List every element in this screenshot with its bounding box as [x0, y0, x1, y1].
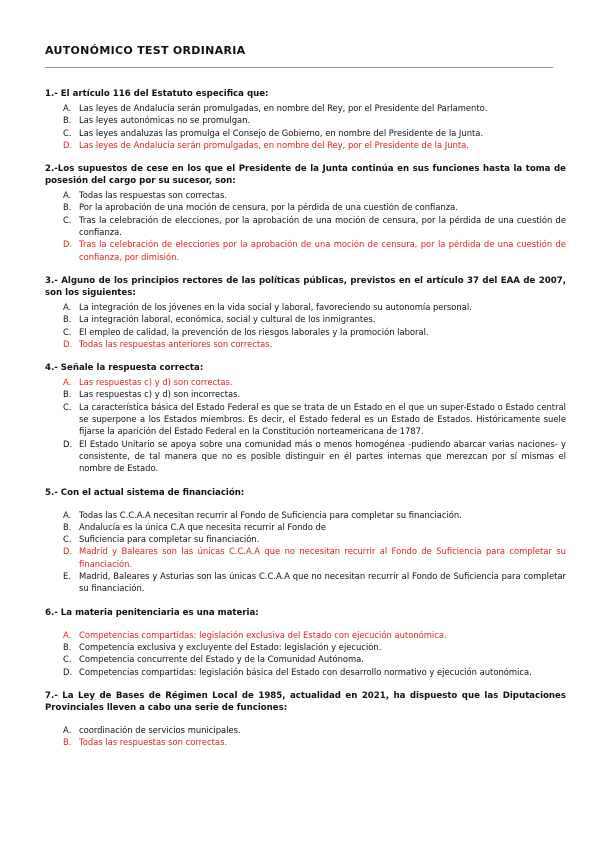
option-text: Madrid y Baleares son las únicas C.C.A.A que no necesitan recurrir al Fondo de Suficiencia para completar su financiación.: [79, 546, 566, 569]
option-letter: C.: [63, 214, 72, 225]
answer-option: [63, 653, 566, 665]
question-list: [45, 88, 566, 748]
option-letter: B.: [63, 389, 72, 400]
option-text: Competencias compartidas: legislación exclusiva del Estado con ejecución autonómica.: [79, 629, 447, 640]
question-text: 1.- El artículo 116 del Estatuto especifica que:: [45, 89, 269, 99]
option-letter: A.: [63, 629, 72, 640]
option-letter: E.: [63, 571, 71, 582]
option-letter: A.: [63, 509, 72, 520]
option-letter: A.: [63, 103, 72, 113]
question-5: [45, 487, 566, 595]
option-letter: D.: [63, 666, 73, 677]
answer-option: [63, 629, 566, 641]
option-letter: D.: [63, 139, 73, 150]
answer-option: [63, 201, 566, 213]
option-letter: B.: [63, 314, 72, 325]
option-letter: C.: [63, 654, 72, 665]
answer-option: [63, 376, 566, 388]
answer-option: [63, 338, 566, 350]
title-divider: [45, 67, 553, 68]
answer-option: [63, 521, 566, 533]
document-title: AUTONÓMICO TEST ORDINARIA: [45, 44, 246, 57]
answer-option: [63, 545, 566, 570]
answer-option: [63, 641, 566, 653]
question-text: 2.-Los supuestos de cese en los que el Presidente de la Junta continúa en sus funciones hasta la toma de posesión del cargo por su sucesor, son:: [45, 164, 566, 187]
answer-option: [63, 189, 566, 201]
answer-option: [63, 313, 566, 325]
question-text: 4.- Señale la respuesta correcta:: [45, 363, 204, 374]
option-text: Tras la celebración de elecciones por la aprobación de una moción de censura, por la pérdida de una cuestión de confianza, por dimisión.: [79, 239, 566, 262]
option-text: Todas las respuestas son correctas.: [79, 190, 228, 201]
option-letter: C.: [63, 534, 72, 545]
answer-option: [63, 114, 566, 126]
option-letter: A.: [63, 724, 72, 735]
option-text: Todas las respuestas anteriores son correctas.: [79, 338, 273, 349]
question-1: [45, 88, 566, 151]
answer-option: [63, 509, 566, 521]
answer-option: [63, 102, 566, 114]
option-text: Las leyes de Andalucía serán promulgadas, en nombre del Rey, por el Presidente del Parlamento.: [79, 103, 488, 113]
question-text: 6.- La materia penitenciaria es una materia:: [45, 607, 259, 618]
answer-option: [63, 736, 566, 748]
option-letter: A.: [63, 190, 72, 201]
option-letter: C.: [63, 127, 72, 138]
answer-option: [63, 438, 566, 475]
question-text: 7.- La Ley de Bases de Régimen Local de 1985, actualidad en 2021, ha dispuesto que las Diputaciones Provinciales lleven a cabo una serie de funciones:: [45, 690, 566, 713]
option-text: coordinación de servicios municipales.: [79, 724, 241, 735]
option-text: Madrid, Baleares y Asturias son las únicas C.C.A.A que no necesitan recurrir al Fondo de Suficiencia para completar su financiación.: [79, 571, 566, 594]
option-letter: B.: [63, 115, 72, 126]
option-text: La integración laboral, económica, social y cultural de los inmigrantes.: [79, 314, 376, 325]
option-text: Todas las C.C.A.A necesitan recurrir al Fondo de Suficiencia para completar su financiación.: [79, 509, 462, 520]
option-text: Las leyes autonómicas no se promulgan.: [79, 115, 251, 126]
option-text: Las respuestas c) y d) son correctas.: [79, 377, 233, 388]
option-text: Tras la celebración de elecciones, por la aprobación de una moción de censura, por la pérdida de una cuestión de confianza.: [79, 214, 566, 238]
option-letter: D.: [63, 546, 73, 557]
question-3: [45, 275, 566, 350]
answer-option: [63, 301, 566, 313]
option-letter: D.: [63, 338, 73, 349]
option-letter: C.: [63, 401, 72, 412]
question-text: 5.- Con el actual sistema de financiación:: [45, 487, 245, 498]
option-letter: B.: [63, 737, 72, 748]
option-text: Por la aprobación de una moción de censura, por la pérdida de una cuestión de confianza.: [79, 202, 458, 213]
option-text: Las leyes de Andalucía serán promulgadas, en nombre del Rey, por el Presidente de la Junta.: [79, 139, 469, 150]
option-letter: A.: [63, 301, 72, 312]
answer-option: [63, 326, 566, 338]
option-text: El Estado Unitario se apoya sobre una comunidad más o menos homogénea -pudiendo abarcar varias naciones- y consistente, de tal manera que no es posible distinguir en él partes internas que merezcan por sí mismas el nombre de Estado.: [79, 438, 566, 474]
question-2: [45, 163, 566, 263]
option-text: Las respuestas c) y d) son incorrectas.: [79, 389, 241, 400]
answer-option: [63, 533, 566, 545]
answer-option: [63, 139, 566, 151]
answer-option: [63, 666, 566, 678]
option-letter: D.: [63, 438, 73, 449]
option-text: Competencia concurrente del Estado y de la Comunidad Autónoma.: [79, 654, 364, 665]
option-text: La característica básica del Estado Federal es que se trata de un Estado en el que un super-Estado o Estado central se superpone a los Estados miembros. Es decir, el Estado federal es un Estado de Estados. Históricamente suele fijarse la aparición del Estado Federal en la Constitución norteamericana de 1787.: [79, 401, 566, 437]
option-text: Suficiencia para completar su financiación.: [79, 534, 260, 545]
answer-option: [63, 570, 566, 595]
option-letter: A.: [63, 377, 72, 388]
question-text: 3.- Alguno de los principios rectores de las políticas públicas, previstos en el artículo 37 del EAA de 2007, son los siguientes:: [45, 275, 566, 298]
option-letter: B.: [63, 641, 72, 652]
answer-option: [63, 724, 566, 736]
option-letter: B.: [63, 202, 72, 213]
option-letter: B.: [63, 521, 72, 532]
option-text: Las leyes andaluzas las promulga el Consejo de Gobierno, en nombre del Presidente de la Junta.: [79, 127, 484, 138]
answer-option: [63, 127, 566, 139]
answer-option: [63, 401, 566, 438]
question-7: [45, 690, 566, 749]
answer-option: [63, 238, 566, 263]
answer-option: [63, 388, 566, 400]
option-text: Competencia exclusiva y excluyente del Estado: legislación y ejecución.: [79, 641, 382, 652]
option-text: La integración de los jóvenes en la vida social y laboral, favoreciendo su autonomía personal.: [79, 301, 472, 312]
option-text: Todas las respuestas son correctas.: [79, 737, 228, 748]
question-6: [45, 607, 566, 678]
option-text: Competencias compartidas: legislación básica del Estado con desarrollo normativo y ejecución autonómica.: [79, 666, 532, 677]
answer-option: [63, 214, 566, 239]
option-text: Andalucía es la única C.A que necesita recurrir al Fondo de: [79, 521, 326, 532]
option-letter: C.: [63, 326, 72, 337]
option-text: El empleo de calidad, la prevención de los riesgos laborales y la promoción laboral.: [79, 326, 429, 337]
question-4: [45, 362, 566, 474]
option-letter: D.: [63, 239, 73, 250]
